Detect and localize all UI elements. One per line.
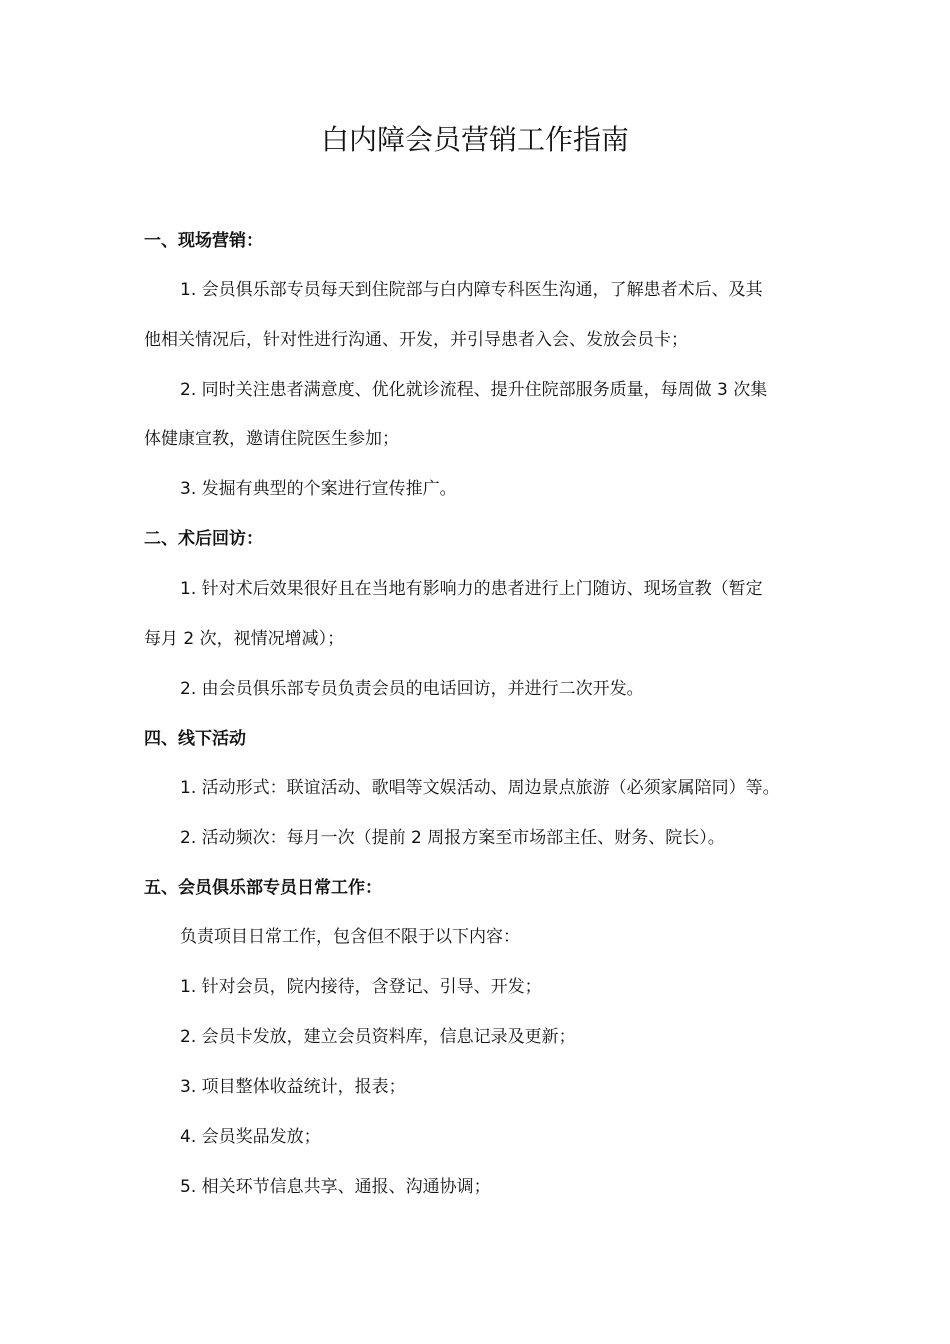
paragraph-line: 3. 发掘有典型的个案进行宣传推广。 (180, 479, 457, 499)
paragraph-line: 体健康宣教，邀请住院医生参加； (144, 429, 399, 449)
paragraph-line: 1. 针对术后效果很好且在当地有影响力的患者进行上门随访、现场宣教（暂定 (180, 579, 763, 599)
section-heading-onsite-marketing: 一、现场营销： (144, 231, 263, 251)
paragraph-line: 他相关情况后，针对性进行沟通、开发，并引导患者入会、发放会员卡； (144, 330, 688, 350)
paragraph-line: 每月 2 次，视情况增减）； (144, 629, 345, 649)
section-heading-offline-activities: 四、线下活动 (144, 729, 246, 749)
list-item: 5. 相关环节信息共享、通报、沟通协调； (180, 1177, 491, 1197)
section-heading-postop-followup: 二、术后回访： (144, 529, 263, 549)
list-item: 4. 会员奖品发放； (180, 1127, 321, 1147)
document-title: 白内障会员营销工作指南 (320, 123, 629, 156)
paragraph-line: 2. 同时关注患者满意度、优化就诊流程、提升住院部服务质量，每周做 3 次集 (180, 380, 768, 400)
list-item: 2. 会员卡发放，建立会员资料库，信息记录及更新； (180, 1027, 576, 1047)
paragraph-line: 2. 活动频次：每月一次（提前 2 周报方案至市场部主任、财务、院长）。 (180, 828, 725, 848)
paragraph-line: 负责项目日常工作，包含但不限于以下内容： (180, 927, 520, 947)
paragraph-line: 2. 由会员俱乐部专员负责会员的电话回访，并进行二次开发。 (180, 679, 644, 699)
paragraph-line: 1. 会员俱乐部专员每天到住院部与白内障专科医生沟通，了解患者术后、及其 (180, 280, 763, 300)
list-item: 1. 针对会员，院内接待，含登记、引导、开发； (180, 977, 542, 997)
list-item: 3. 项目整体收益统计，报表； (180, 1077, 406, 1097)
paragraph-line: 1. 活动形式：联谊活动、歌唱等文娱活动、周边景点旅游（必须家属陪同）等。 (180, 778, 780, 798)
section-heading-daily-work: 五、会员俱乐部专员日常工作： (144, 878, 382, 898)
